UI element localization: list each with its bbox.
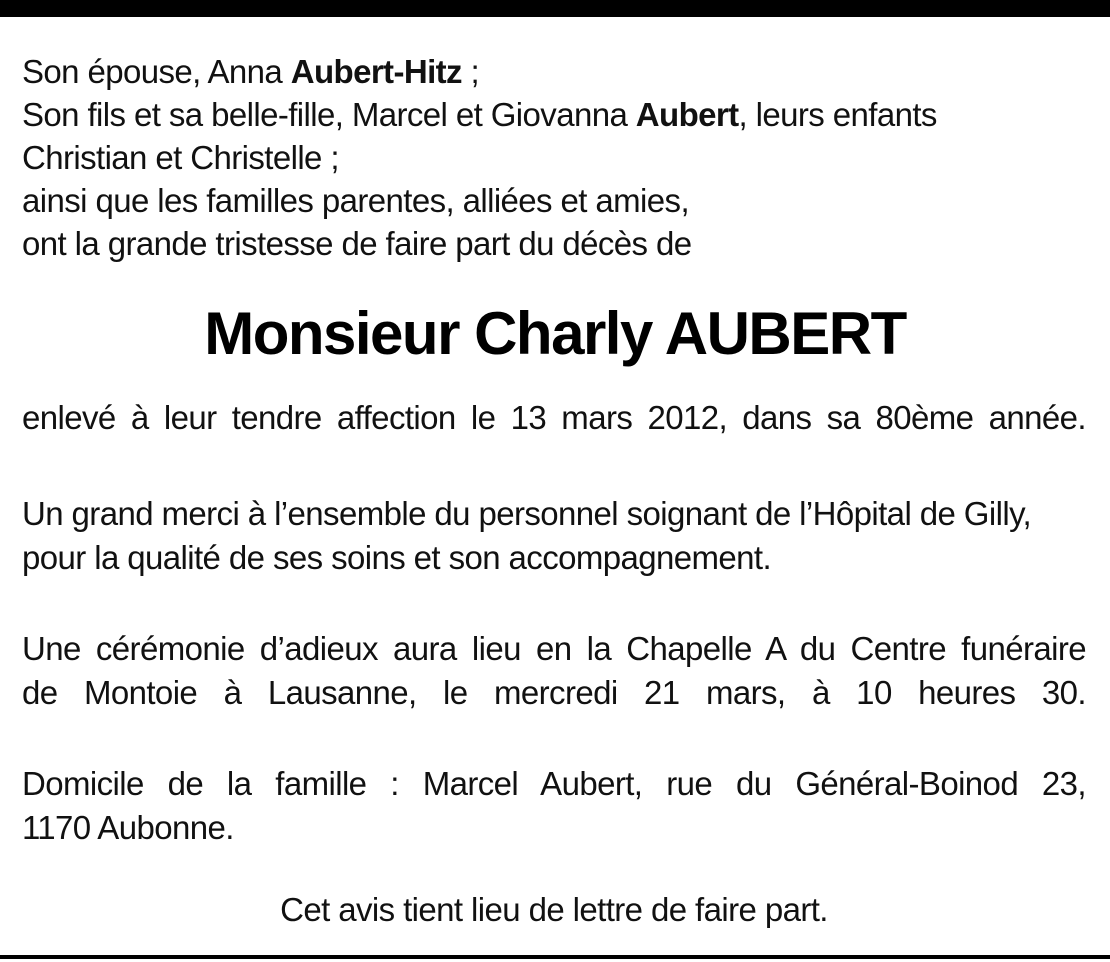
domicile-line-1: Domicile de la famille : Marcel Aubert, rue du Général-Boinod 23, [22, 765, 1086, 802]
thanks-line-2: pour la qualité de ses soins et son accompagnement. [22, 539, 772, 576]
family-line-2-text: Son fils et sa belle-fille, Marcel et Giovanna [22, 96, 636, 133]
ceremony-line-2: de Montoie à Lausanne, le mercredi 21 mars, à 10 heures 30. [22, 674, 1086, 711]
family-announcement [22, 50, 1086, 265]
bottom-border-rule [0, 955, 1110, 959]
family-line-2-end: , leurs enfants [738, 96, 937, 133]
thanks-paragraph [22, 492, 1086, 580]
deceased-name-heading: Monsieur Charly AUBERT [204, 300, 906, 367]
death-line-text: enlevé à leur tendre affection le 13 mars 2012, dans sa 80ème année. [22, 399, 1086, 436]
closing-line: Cet avis tient lieu de lettre de faire part. [280, 891, 828, 928]
family-line-announce: ont la grande tristesse de faire part du décès de [22, 225, 692, 262]
family-line-grandchildren: Christian et Christelle ; [22, 139, 339, 176]
thanks-line-1: Un grand merci à l’ensemble du personnel soignant de l’Hôpital de Gilly, [22, 495, 1032, 532]
family-line-spouse [22, 50, 1086, 93]
son-surname: Aubert [635, 96, 739, 133]
ceremony-paragraph [22, 627, 1086, 715]
family-line-1-text: Son épouse, Anna [22, 53, 291, 90]
death-notice-line [22, 396, 1086, 440]
family-line-relatives: ainsi que les familles parentes, alliées et amies, [22, 182, 690, 219]
ceremony-line-1: Une cérémonie d’adieux aura lieu en la Chapelle A du Centre funéraire [22, 630, 1086, 667]
spouse-name: Aubert-Hitz [290, 53, 462, 90]
top-border-rule [0, 0, 1110, 17]
domicile-paragraph [22, 762, 1086, 850]
domicile-line-2: 1170 Aubonne. [22, 809, 234, 846]
family-line-1-end: ; [461, 53, 480, 90]
family-line-son [22, 93, 1086, 136]
